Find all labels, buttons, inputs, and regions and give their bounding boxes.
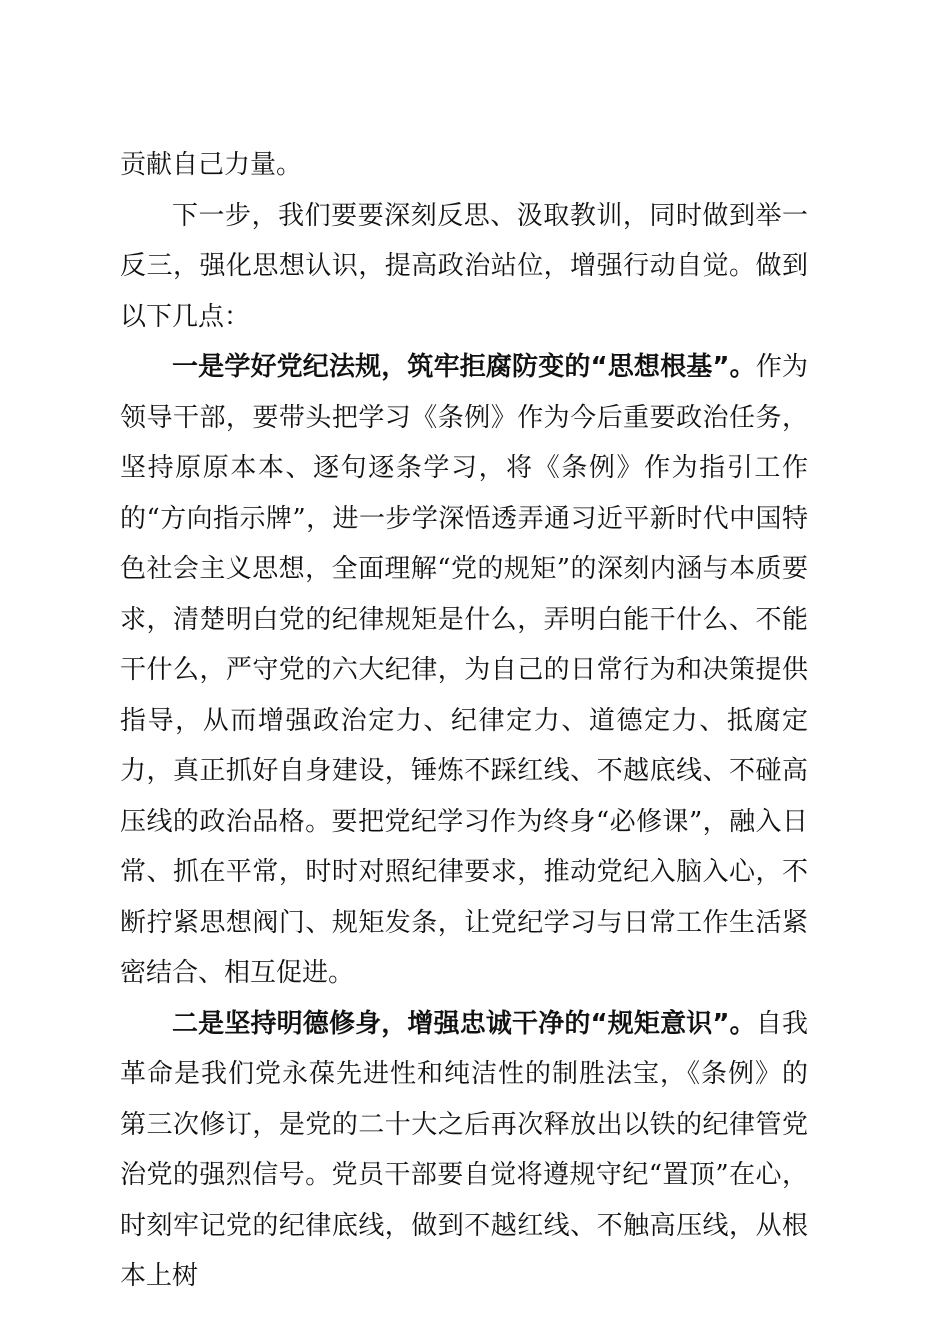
- paragraph-point-two: [120, 999, 808, 1302]
- document-body: [120, 140, 808, 1302]
- paragraph-text: 贡献自己力量。: [120, 150, 303, 180]
- paragraph-continuation: [120, 140, 808, 191]
- paragraph-point-one: [120, 342, 808, 999]
- point-heading: 一是学好党纪法规，筑牢拒腐防变的“思想根基”。: [172, 352, 756, 382]
- paragraph-text: 下一步，我们要要深刻反思、汲取教训，同时做到举一反三，强化思想认识，提高政治站位，增强行动自觉。做到以下几点：: [120, 200, 808, 332]
- paragraph-text: 作为领导干部，要带头把学习《条例》作为今后重要政治任务，坚持原原本本、逐句逐条学习，将《条例》作为指引工作的“方向指示牌”，进一步学深悟透弄通习近平新时代中国特色社会主义思想，全面理解“党的规矩”的深刻内涵与本质要求，清楚明白党的纪律规矩是什么，弄明白能干什么、不能干什么，严守党的六大纪律，为自己的日常行为和决策提供指导，从而增强政治定力、纪律定力、道德定力、抵腐定力，真正抓好自身建设，锤炼不踩红线、不越底线、不碰高压线的政治品格。要把党纪学习作为终身“必修课”，融入日常、抓在平常，时时对照纪律要求，推动党纪入脑入心，不断拧紧思想阀门、规矩发条，让党纪学习与日常工作生活紧密结合、相互促进。: [120, 352, 808, 988]
- point-heading: 二是坚持明德修身，增强忠诚干净的“规矩意识”。: [172, 1008, 756, 1039]
- paragraph-next-steps: [120, 191, 808, 343]
- paragraph-text: 自我革命是我们党永葆先进性和纯洁性的制胜法宝，《条例》的第三次修订，是党的二十大之后再次释放出以铁的纪律管党治党的强烈信号。党员干部要自觉将遵规守纪“置顶”在心，时刻牢记党的纪律底线，做到不越红线、不触高压线，从根本上树: [120, 1008, 808, 1291]
